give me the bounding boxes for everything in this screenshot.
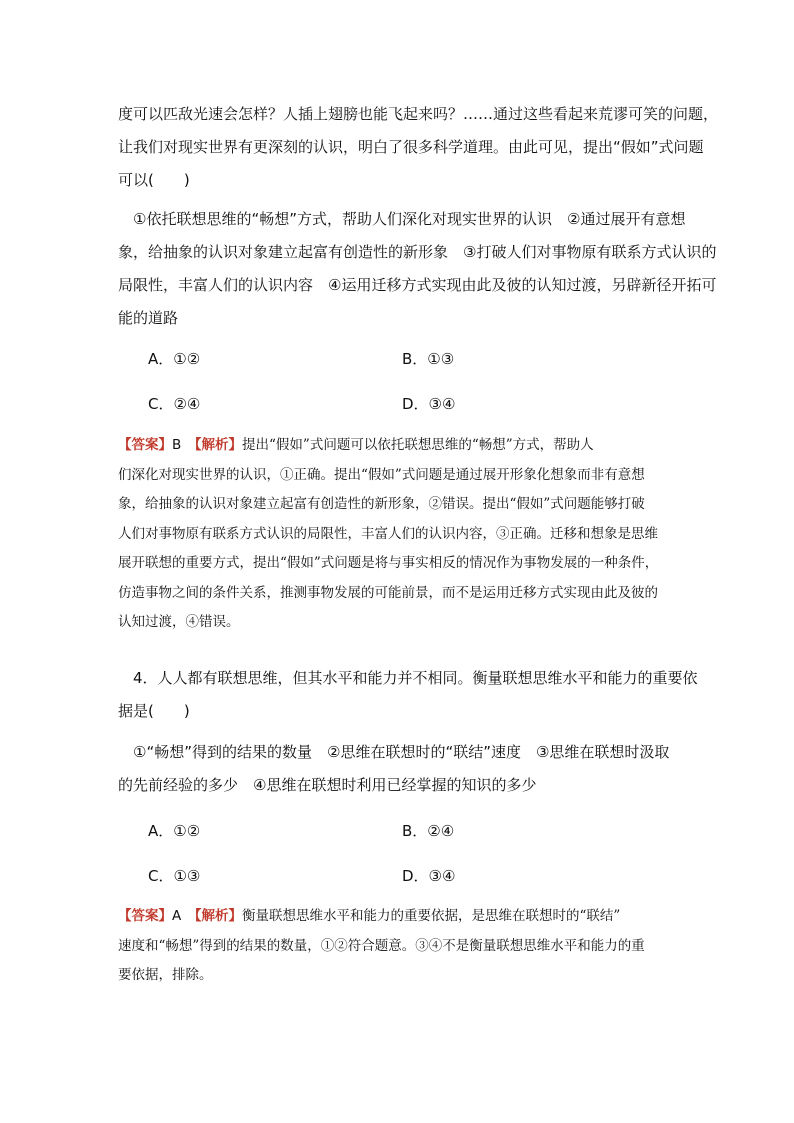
q4-answer-first-line xyxy=(118,902,678,932)
analysis-line: 认知过渡，④错误。 xyxy=(118,614,240,630)
q3-statements xyxy=(118,203,717,335)
q3-options-row xyxy=(148,348,668,393)
q3-statement-line: 局限性，丰富人们的认识内容 ④运用迁移方式实现由此及彼的认知过渡，另辟新径开拓可 xyxy=(118,276,717,294)
q3-answer-first-line xyxy=(118,431,678,461)
answer-tag: 【答案】 xyxy=(118,437,172,453)
q3-stem-line: 让我们对现实世界有更深刻的认识，明白了很多科学道理。由此可见，提出“假如”式问题 xyxy=(118,138,704,156)
q4-options xyxy=(148,820,668,910)
analysis-line: 仿造事物之间的条件关系，推测事物发展的可能前景，而不是运用迁移方式实现由此及彼的 xyxy=(118,584,658,601)
q3-option-a[interactable]: A．①② xyxy=(148,350,201,368)
q3-answer-block xyxy=(118,431,678,638)
q4-option-a[interactable]: A．①② xyxy=(148,822,201,840)
q3-stem-line: 度可以匹敌光速会怎样？人插上翅膀也能飞起来吗？……通过这些看起来荒谬可笑的问题， xyxy=(118,105,719,123)
q4-stem-line: 据是( ) xyxy=(118,702,190,720)
answer-letter: A xyxy=(172,908,182,924)
analysis-line: 要依据，排除。 xyxy=(118,967,213,983)
q3-option-d[interactable]: D．③④ xyxy=(402,395,456,413)
q4-option-c[interactable]: C．①③ xyxy=(148,867,201,885)
q3-statement-line: ①依托联想思维的“畅想”方式，帮助人们深化对现实世界的认识 ②通过展开有意想 xyxy=(118,210,686,228)
q4-options-row xyxy=(148,820,668,865)
analysis-line: 象，给抽象的认识对象建立起富有创造性的新形象，②错误。提出“假如”式问题能够打破 xyxy=(118,496,645,512)
q4-answer-block xyxy=(118,902,678,991)
analysis-line: 展开联想的重要方式，提出“假如”式问题是将与事实相反的情况作为事物发展的一种条件， xyxy=(118,555,659,571)
analysis-line: 人们对事物原有联系方式认识的局限性，丰富人们的认识内容，③正确。迁移和想象是思维 xyxy=(118,525,658,542)
q4-statement-line: 的先前经验的多少 ④思维在联想时利用已经掌握的知识的多少 xyxy=(118,776,537,794)
q3-statement-line: 能的道路 xyxy=(118,309,179,327)
analysis-text: 衡量联想思维水平和能力的重要依据，是思维在联想时的“联结” xyxy=(242,908,621,924)
analysis-line: 速度和“畅想”得到的结果的数量，①②符合题意。③④不是衡量联想思维水平和能力的重 xyxy=(118,937,645,954)
q4-option-d[interactable]: D．③④ xyxy=(402,867,456,885)
q4-option-b[interactable]: B．②④ xyxy=(402,822,455,840)
q3-options xyxy=(148,348,668,438)
q3-option-c[interactable]: C．②④ xyxy=(148,395,201,413)
q3-stem xyxy=(118,98,719,197)
analysis-line: 们深化对现实世界的认识，①正确。提出“假如”式问题是通过展开形象化想象而非有意想 xyxy=(118,466,645,483)
q4-stem xyxy=(118,662,698,728)
q4-statements xyxy=(118,736,678,802)
q4-stem-line: 4．人人都有联想思维，但其水平和能力并不相同。衡量联想思维水平和能力的重要依 xyxy=(118,669,698,687)
analysis-tag: 【解析】 xyxy=(194,908,242,924)
answer-tag: 【答案】 xyxy=(118,908,172,924)
q3-option-b[interactable]: B．①③ xyxy=(402,350,455,368)
q3-statement-line: 象，给抽象的认识对象建立起富有创造性的新形象 ③打破人们对事物原有联系方式认识的 xyxy=(118,243,717,261)
q4-statement-line: ①“畅想”得到的结果的数量 ②思维在联想时的“联结”速度 ③思维在联想时汲取 xyxy=(118,743,670,761)
answer-letter: B xyxy=(172,437,182,453)
analysis-tag: 【解析】 xyxy=(194,437,243,453)
q3-stem-line: 可以( ) xyxy=(118,171,190,189)
analysis-text: 提出“假如”式问题可以依托联想思维的“畅想”方式，帮助人 xyxy=(242,437,594,453)
